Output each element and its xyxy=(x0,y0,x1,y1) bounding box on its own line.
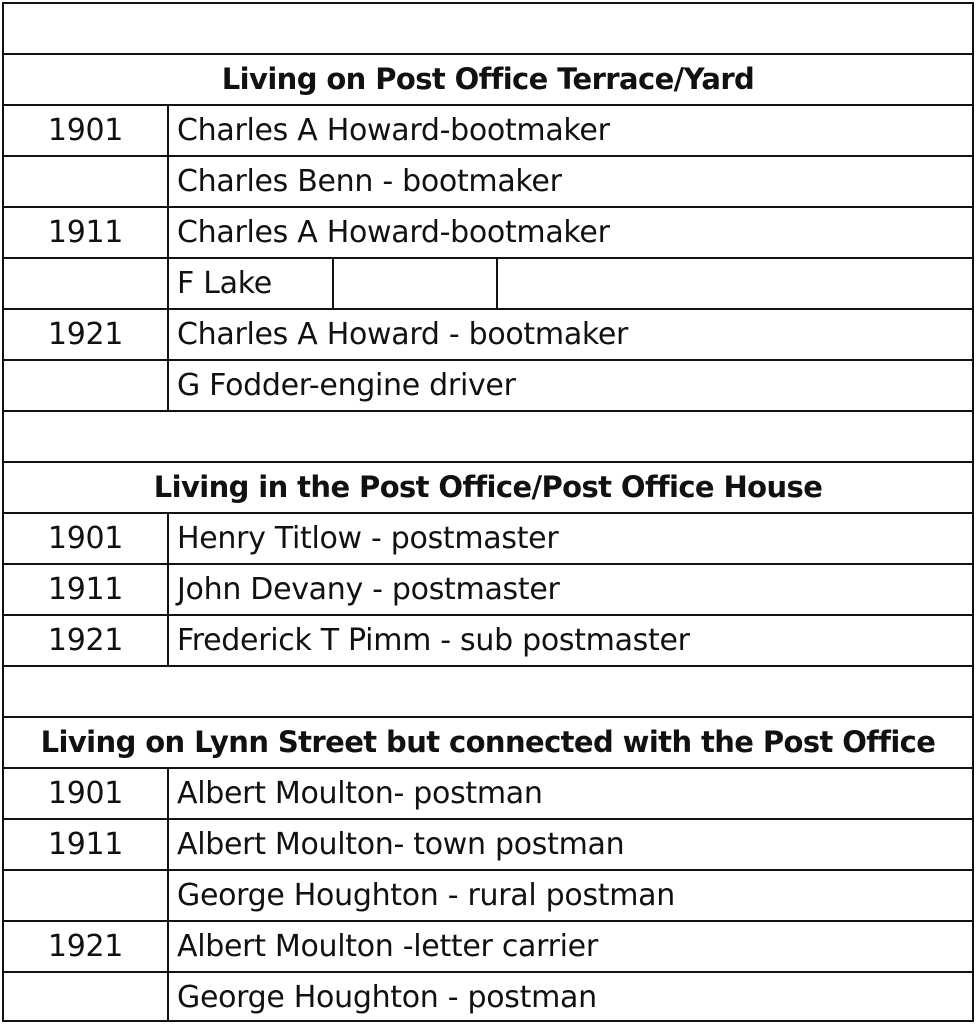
resident-cell: Charles A Howard-bootmaker xyxy=(167,106,972,155)
year-cell: 1901 xyxy=(47,776,124,811)
blank-row xyxy=(4,410,972,461)
resident-cell: Charles A Howard - bootmaker xyxy=(167,310,972,359)
year-cell: 1921 xyxy=(47,929,124,964)
section-heading-row xyxy=(4,716,972,767)
year-cell xyxy=(4,361,167,410)
table-row xyxy=(4,308,972,359)
year-cell xyxy=(4,259,167,308)
table-row xyxy=(4,920,972,971)
table-row xyxy=(4,614,972,665)
year-cell xyxy=(4,871,167,920)
resident-cell: George Houghton - postman xyxy=(167,973,972,1022)
section-heading-row xyxy=(4,53,972,104)
resident-cell: Henry Titlow - postmaster xyxy=(167,514,972,563)
table-row xyxy=(4,971,972,1022)
year-cell xyxy=(4,157,167,206)
year-cell: 1911 xyxy=(47,572,124,607)
resident-cell: G Fodder-engine driver xyxy=(167,361,972,410)
empty-cell xyxy=(332,259,496,308)
table-row xyxy=(4,818,972,869)
section-heading: Living on Post Office Terrace/Yard xyxy=(221,62,755,96)
year-cell: 1911 xyxy=(47,827,124,862)
table-row xyxy=(4,359,972,410)
table-row xyxy=(4,512,972,563)
table-row xyxy=(4,563,972,614)
section-heading: Living in the Post Office/Post Office House xyxy=(153,470,823,504)
year-cell: 1921 xyxy=(47,623,124,658)
section-heading-row xyxy=(4,461,972,512)
section-heading: Living on Lynn Street but connected with the Post Office xyxy=(40,725,936,759)
resident-cell: George Houghton - rural postman xyxy=(167,871,972,920)
table-row xyxy=(4,104,972,155)
year-cell: 1901 xyxy=(47,113,124,148)
spreadsheet-table xyxy=(2,2,974,1022)
empty-cell xyxy=(496,259,972,308)
year-cell: 1921 xyxy=(47,317,124,352)
resident-cell: Charles Benn - bootmaker xyxy=(167,157,972,206)
year-cell xyxy=(4,973,167,1022)
resident-cell: Albert Moulton -letter carrier xyxy=(167,922,972,971)
resident-cell: F Lake xyxy=(167,259,332,308)
year-cell: 1901 xyxy=(47,521,124,556)
blank-row xyxy=(4,2,972,53)
resident-cell: Albert Moulton- postman xyxy=(167,769,972,818)
resident-cell: Albert Moulton- town postman xyxy=(167,820,972,869)
resident-cell: Frederick T Pimm - sub postmaster xyxy=(167,616,972,665)
year-cell: 1911 xyxy=(47,215,124,250)
table-row xyxy=(4,155,972,206)
resident-cell: John Devany - postmaster xyxy=(167,565,972,614)
resident-cell: Charles A Howard-bootmaker xyxy=(167,208,972,257)
blank-row xyxy=(4,665,972,716)
table-row xyxy=(4,869,972,920)
table-row xyxy=(4,767,972,818)
table-row xyxy=(4,206,972,257)
table-row xyxy=(4,257,972,308)
